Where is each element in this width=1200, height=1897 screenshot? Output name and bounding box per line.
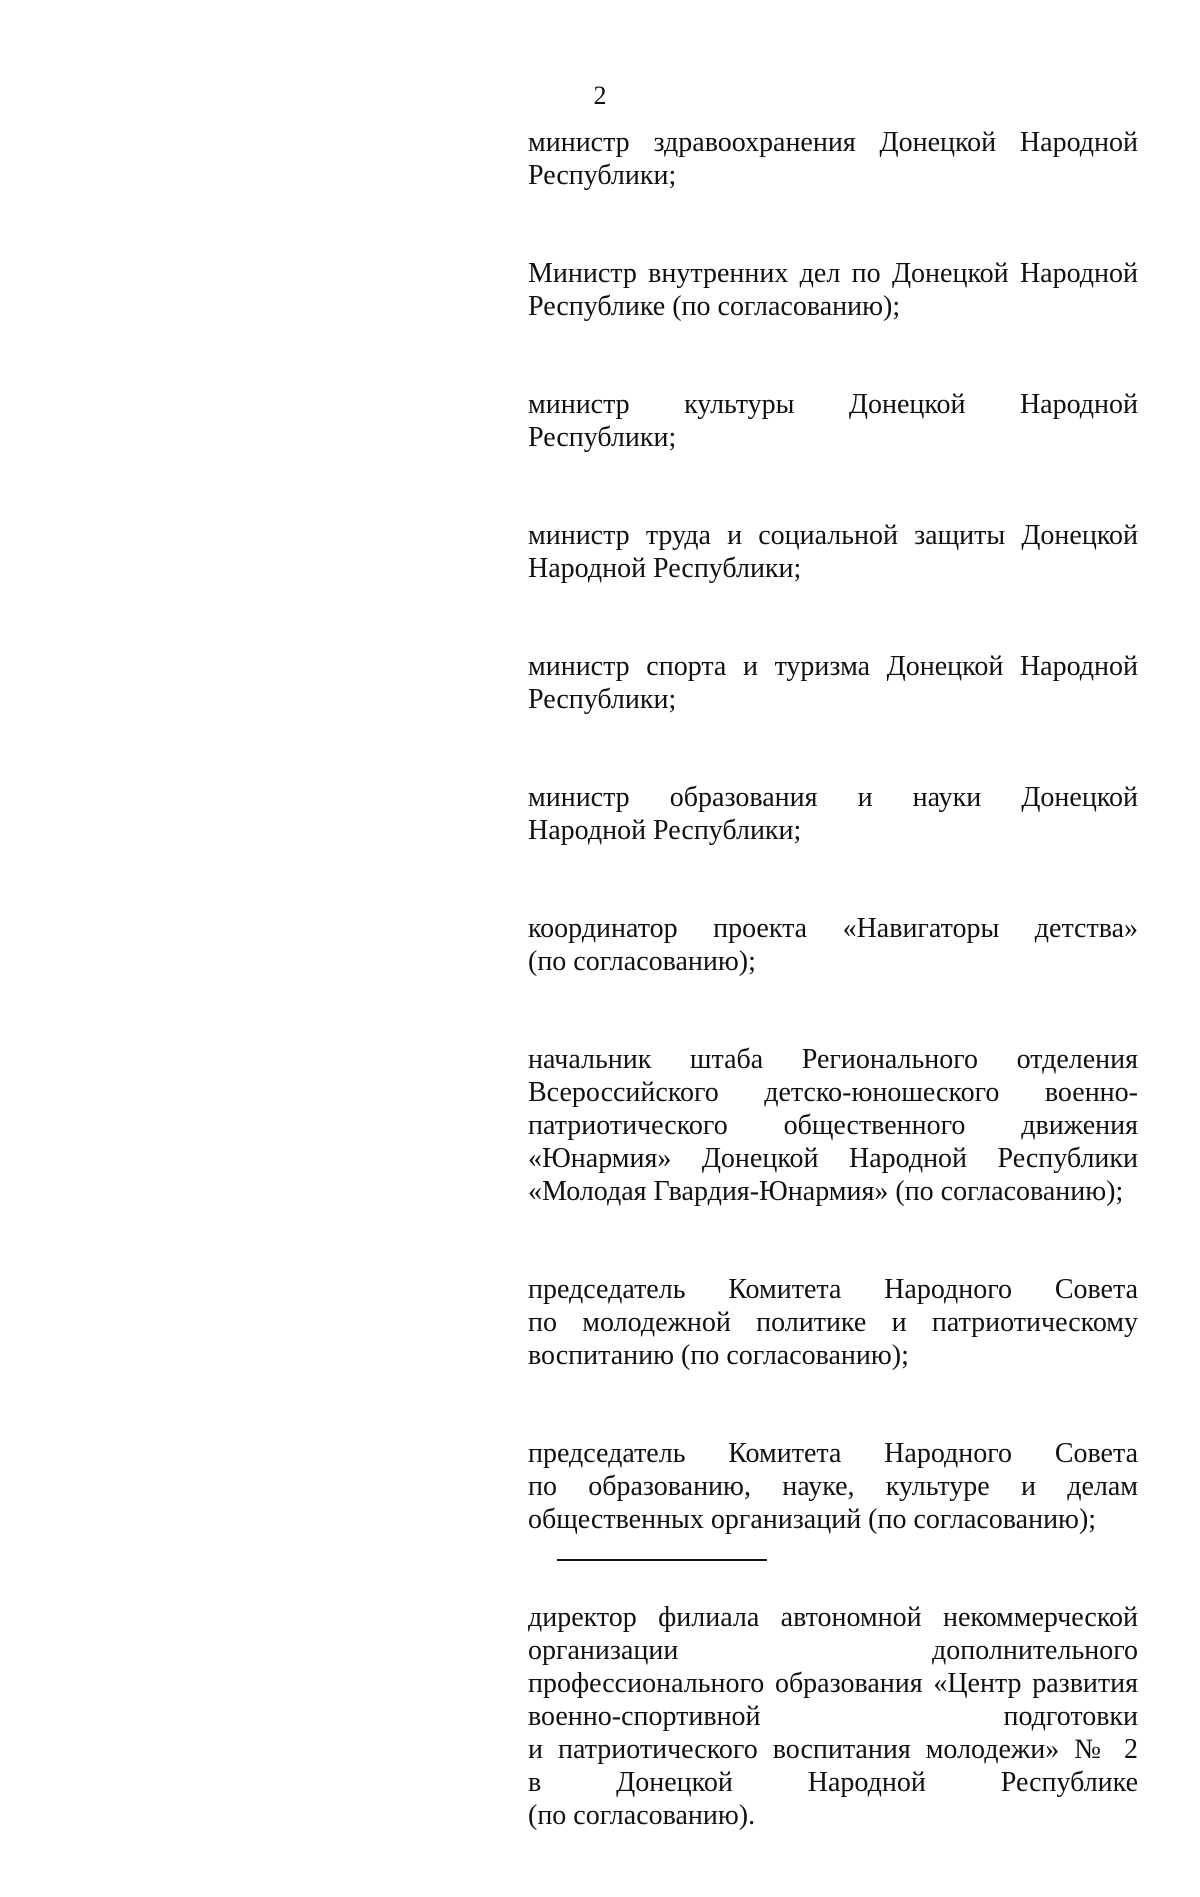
entry-line: патриотического общественного движения: [528, 1110, 1138, 1141]
entry-line: «Юнармия» Донецкой Народной Республики: [528, 1143, 1138, 1174]
list-item: [528, 257, 1138, 323]
entry-line: министр культуры Донецкой Народной: [528, 389, 1138, 420]
list-item: [528, 650, 1138, 716]
entry-line: координатор проекта «Навигаторы детства»: [528, 913, 1138, 944]
entry-line: Министр внутренних дел по Донецкой Народной: [528, 258, 1138, 289]
entry-line: министр образования и науки Донецкой: [528, 782, 1138, 813]
list-item: [528, 1437, 1138, 1536]
entry-line: организации дополнительного: [528, 1635, 1138, 1666]
entry-line: Республике (по согласованию);: [528, 291, 901, 322]
entry-line: в Донецкой Народной Республике: [528, 1767, 1138, 1798]
list-item: [528, 1601, 1138, 1832]
entry-line: по молодежной политике и патриотическому: [528, 1307, 1138, 1338]
entry-line: министр спорта и туризма Донецкой Народной: [528, 651, 1138, 682]
list-item: [528, 1043, 1138, 1208]
entry-line: профессионального образования «Центр развития: [528, 1668, 1138, 1699]
entry-line: воспитанию (по согласованию);: [528, 1340, 909, 1371]
entry-line: Народной Республики;: [528, 553, 802, 584]
list-item: [528, 781, 1138, 847]
entry-line: и патриотического воспитания молодежи» № 2: [528, 1734, 1138, 1765]
entry-line: (по согласованию);: [528, 946, 756, 977]
entry-line: министр здравоохранения Донецкой Народной: [528, 127, 1138, 158]
entry-line: председатель Комитета Народного Совета: [528, 1274, 1138, 1305]
list-item: [528, 912, 1138, 978]
list-item: [528, 519, 1138, 585]
list-item: [528, 388, 1138, 454]
entry-line: Республики;: [528, 684, 677, 715]
page-number: 2: [593, 81, 607, 110]
entry-line: начальник штаба Регионального отделения: [528, 1044, 1138, 1075]
entry-line: Республики;: [528, 160, 677, 191]
entry-line: министр труда и социальной защиты Донецкой: [528, 520, 1138, 551]
entry-line: военно-спортивной подготовки: [528, 1701, 1138, 1732]
entry-line: директор филиала автономной некоммерческой: [528, 1602, 1138, 1633]
entry-line: Республики;: [528, 422, 677, 453]
entry-line: Народной Республики;: [528, 815, 802, 846]
entry-line: председатель Комитета Народного Совета: [528, 1438, 1138, 1469]
member-list: [528, 126, 1138, 1897]
entry-line: по образованию, науке, культуре и делам: [528, 1471, 1138, 1502]
entry-line: общественных организаций (по согласованию);: [528, 1504, 1097, 1535]
entry-line: Всероссийского детско-юношеского военно-: [528, 1077, 1138, 1108]
list-item: [528, 126, 1138, 192]
entry-line: (по согласованию).: [528, 1800, 756, 1831]
end-of-document-rule: [557, 1559, 767, 1561]
entry-line: «Молодая Гвардия-Юнармия» (по согласованию);: [528, 1176, 1124, 1207]
list-item: [528, 1273, 1138, 1372]
